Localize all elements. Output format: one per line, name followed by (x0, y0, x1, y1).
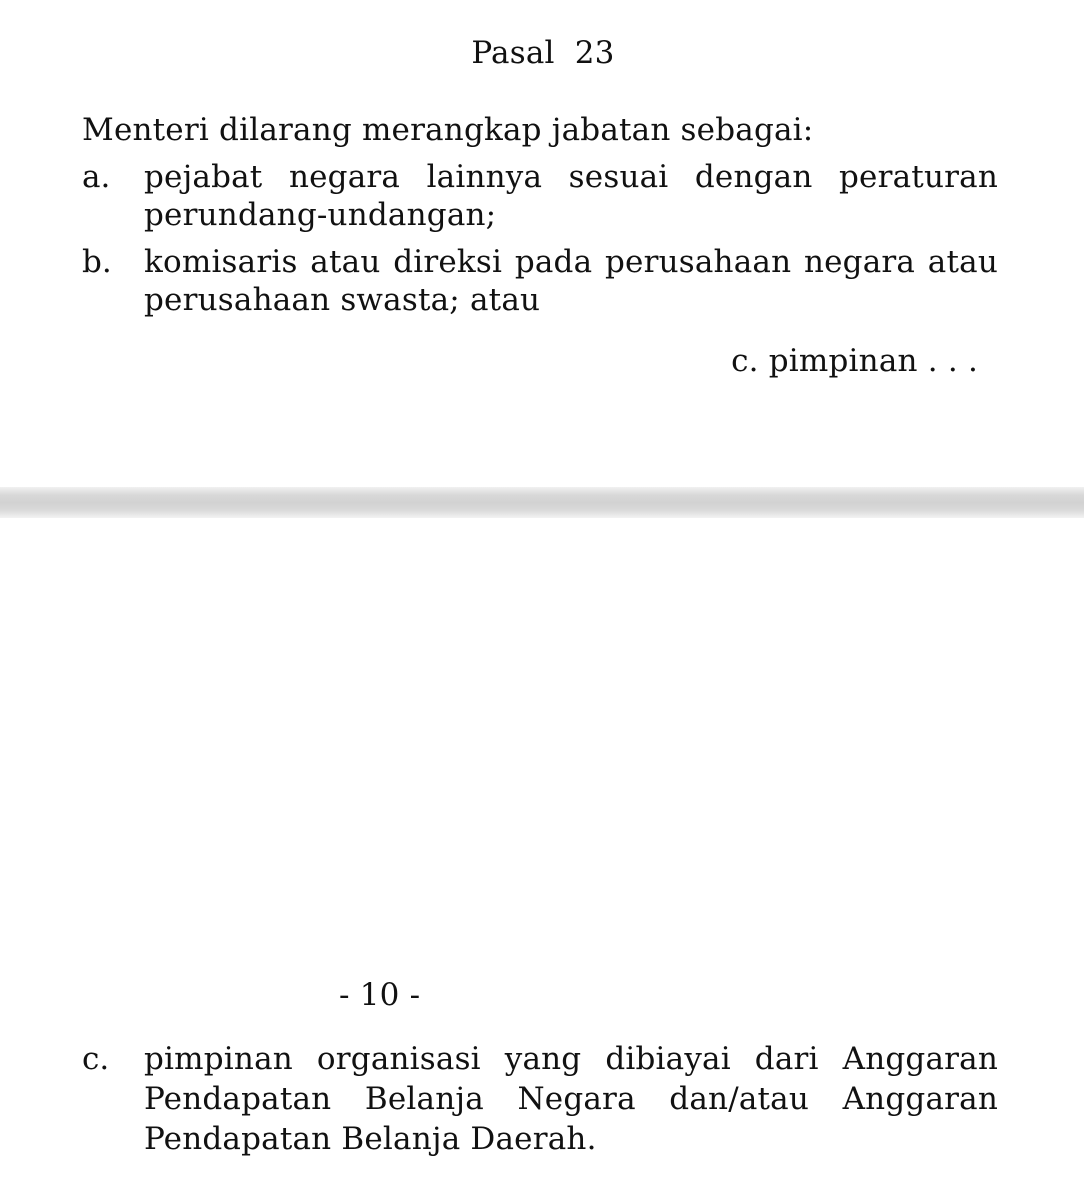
list-item-b-line1: komisaris atau direksi pada perusahaan negara atau (144, 244, 998, 280)
list-marker-c: c. (82, 1041, 110, 1077)
list-item-a-line1: pejabat negara lainnya sesuai dengan peraturan (144, 159, 998, 195)
intro-paragraph: Menteri dilarang merangkap jabatan sebagai: (82, 112, 814, 148)
list-item-a-line2: perundang-undangan; (144, 197, 497, 233)
list-item-c-line1: pimpinan organisasi yang dibiayai dari Anggaran (144, 1041, 998, 1077)
article-heading: Pasal 23 (471, 35, 615, 71)
document-page-bottom (0, 518, 1084, 1200)
continuation-catchword: c. pimpinan . . . (731, 343, 978, 379)
list-marker-a: a. (82, 159, 111, 195)
document-page-top (0, 0, 1084, 487)
list-marker-b: b. (82, 244, 112, 280)
list-item-c-line2: Pendapatan Belanja Negara dan/atau Anggaran (144, 1081, 998, 1117)
page-number: - 10 - (339, 977, 421, 1013)
list-item-c-line3: Pendapatan Belanja Daerah. (144, 1121, 597, 1157)
page-break-divider (0, 487, 1084, 518)
list-item-b-line2: perusahaan swasta; atau (144, 282, 541, 318)
